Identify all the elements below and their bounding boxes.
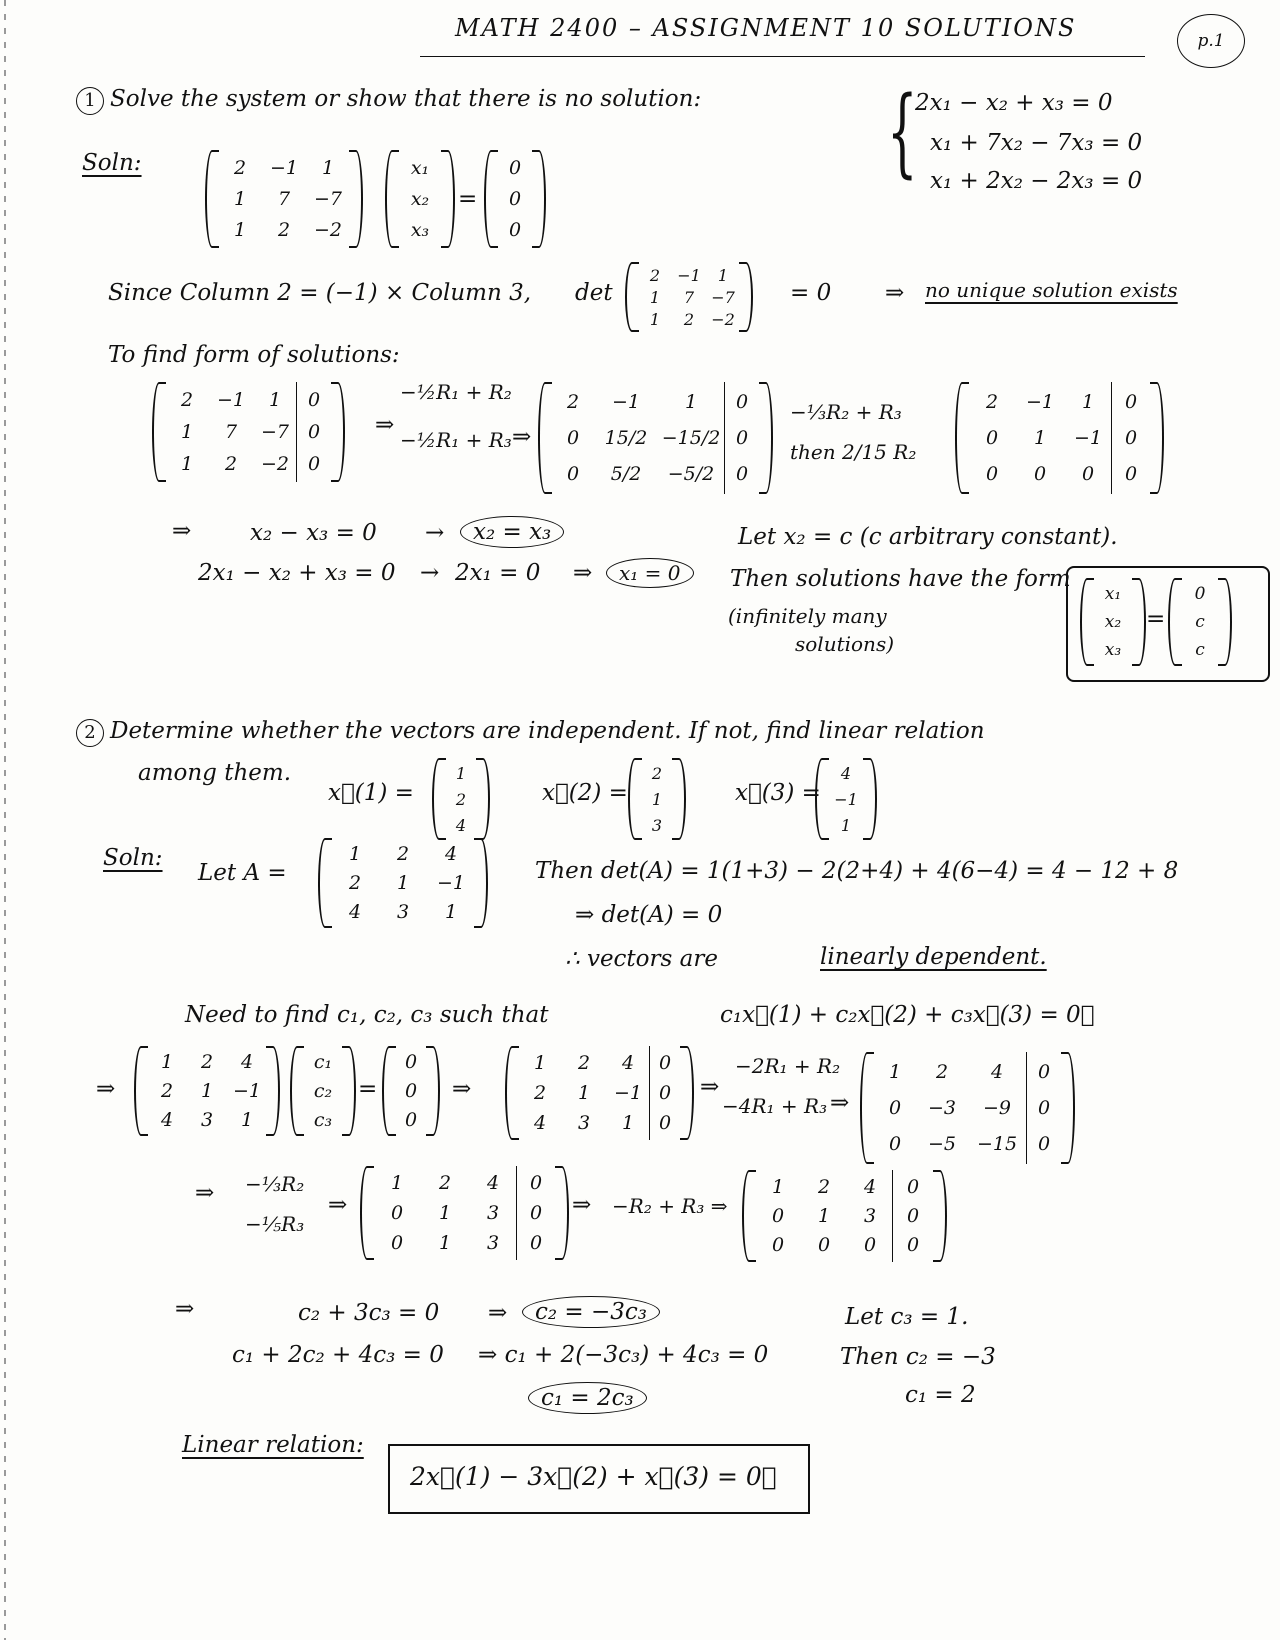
matrix-cell: 2 <box>649 265 661 285</box>
matrix-cell: 0 <box>906 1234 920 1257</box>
row-op: −R₂ + R₃ ⇒ <box>612 1194 728 1218</box>
matrix-cell: 1 <box>321 156 335 179</box>
matrix-cell: 2 <box>533 1082 547 1104</box>
problem-number: 1 <box>76 87 104 115</box>
eq-c2: c₂ + 3c₃ = 0 <box>298 1300 440 1326</box>
det-expression: Then det(A) = 1(1+3) − 2(2+4) + 4(6−4) = 4 − 12 + 8 <box>535 858 1179 884</box>
system-eq-3: x₁ + 2x₂ − 2x₃ = 0 <box>930 168 1143 194</box>
equals-sign: = <box>458 186 478 212</box>
matrix-cell: 7 <box>683 287 695 307</box>
vector-cell: 0 <box>404 1108 418 1131</box>
matrix-cell: −1 <box>613 1082 642 1104</box>
vector-cell: 2 <box>651 763 663 783</box>
matrix-cell: 2 <box>817 1175 831 1198</box>
vector-1-label: x⃗(1) = <box>328 780 414 806</box>
matrix-cell: 0 <box>390 1232 404 1254</box>
equals-sign: = <box>1146 606 1166 632</box>
vector-cell: 0 <box>508 156 522 179</box>
arrow: ⇒ <box>452 1076 472 1102</box>
prompt-text: Determine whether the vectors are independent. If not, find linear relation <box>110 718 985 744</box>
matrix-cell: −1 <box>216 389 245 411</box>
matrix-cell: −1 <box>677 265 701 285</box>
matrix-cell: 2 <box>180 389 194 411</box>
matrix-cell: 2 <box>683 309 695 329</box>
matrix-cell: 0 <box>529 1172 543 1194</box>
form-intro: To find form of solutions: <box>108 342 400 368</box>
infinite-note-2: solutions) <box>795 632 895 656</box>
vector-cell: 3 <box>651 815 663 835</box>
arrow: ⇒ <box>830 1090 850 1116</box>
matrix-cell: 0 <box>566 427 580 449</box>
matrix-cell: −1 <box>269 156 298 179</box>
row-op: −½R₁ + R₃ <box>400 428 512 452</box>
row-op: −4R₁ + R₃ <box>722 1094 828 1118</box>
matrix-cell: 0 <box>985 427 999 449</box>
since-text: Since Column 2 = (−1) × Column 3, <box>108 280 532 306</box>
vector-cell: x₁ <box>410 156 430 179</box>
matrix-cell: 0 <box>307 421 321 443</box>
matrix-cell: 4 <box>348 900 362 923</box>
matrix-cell: 0 <box>1124 391 1138 413</box>
augmented-matrix-2 <box>955 382 1164 494</box>
matrix-cell: 2 <box>396 843 410 866</box>
matrix-cell: 1 <box>817 1204 831 1227</box>
matrix-cell: 3 <box>577 1112 591 1134</box>
matrix-cell: −1 <box>1073 427 1102 449</box>
matrix-cell: 5/2 <box>610 463 642 485</box>
matrix-cell: 1 <box>438 1232 452 1254</box>
matrix-cell: 1 <box>180 453 194 475</box>
vector-cell: 0 <box>404 1079 418 1102</box>
matrix-cell: 2 <box>233 156 247 179</box>
then-c1: c₁ = 2 <box>905 1382 976 1408</box>
matrix-A <box>318 838 488 928</box>
unknown-vector <box>385 150 455 248</box>
matrix-cell: 1 <box>240 1108 254 1131</box>
vector-cell: x₃ <box>1104 640 1122 660</box>
matrix-cell: −3 <box>927 1097 956 1119</box>
row-op: then 2/15 R₂ <box>790 440 917 464</box>
matrix-cell: 0 <box>307 453 321 475</box>
matrix-cell: 2 <box>160 1079 174 1102</box>
matrix-cell: 0 <box>906 1175 920 1198</box>
matrix-cell: −15/2 <box>661 427 721 449</box>
arrow: ⇒ <box>195 1180 215 1206</box>
matrix-cell: 2 <box>438 1172 452 1194</box>
vector-cell: c <box>1195 612 1205 632</box>
matrix-cell: 3 <box>200 1108 214 1131</box>
vector-cell: 0 <box>508 219 522 242</box>
eq-x1: 2x₁ − x₂ + x₃ = 0 <box>198 560 396 586</box>
arrow: ⇒ <box>175 1296 195 1322</box>
vector-2 <box>628 758 686 840</box>
matrix-cell: −7 <box>711 287 735 307</box>
matrix-cell: 0 <box>658 1112 672 1134</box>
vector-1 <box>432 758 490 840</box>
page-number: p.1 <box>1177 14 1245 68</box>
matrix-cell: 0 <box>735 391 749 413</box>
matrix-cell: 1 <box>200 1079 214 1102</box>
vector-cell: x₂ <box>1104 612 1122 632</box>
matrix-cell: 3 <box>486 1202 500 1224</box>
matrix-cell: 1 <box>396 871 410 894</box>
det-zero: ⇒ det(A) = 0 <box>575 902 723 928</box>
matrix-cell: 1 <box>577 1082 591 1104</box>
sub-c1: ⇒ c₁ + 2(−3c₃) + 4c₃ = 0 <box>478 1342 769 1368</box>
matrix-cell: 1 <box>1033 427 1047 449</box>
matrix-cell: 0 <box>566 463 580 485</box>
matrix-cell: 0 <box>529 1232 543 1254</box>
matrix-cell: 0 <box>1037 1133 1051 1155</box>
matrix-cell: 2 <box>577 1052 591 1074</box>
matrix-cell: 0 <box>529 1202 543 1224</box>
matrix-cell: 1 <box>390 1172 404 1194</box>
vector-cell: 2 <box>455 789 467 809</box>
matrix-cell: −2 <box>260 453 289 475</box>
let-c3: Let c₃ = 1. <box>845 1304 969 1330</box>
matrix-cell: −7 <box>260 421 289 443</box>
matrix-cell: −7 <box>313 187 342 210</box>
let-c: Let x₂ = c (c arbitrary constant). <box>738 524 1118 550</box>
arrow: ⇒ <box>573 560 593 586</box>
solution-vector-right <box>1168 578 1232 666</box>
matrix-cell: 2 <box>200 1051 214 1074</box>
row-op: −⅓R₂ <box>245 1172 305 1196</box>
scan-edge <box>4 0 6 1640</box>
matrix-cell: 0 <box>1037 1061 1051 1083</box>
matrix-cell: 2 <box>224 453 238 475</box>
system-eq-2: x₁ + 7x₂ − 7x₃ = 0 <box>930 130 1143 156</box>
det-matrix <box>625 262 753 332</box>
row-op: −2R₁ + R₂ <box>735 1054 841 1078</box>
vector-3-label: x⃗(3) = <box>735 780 821 806</box>
problem-2-prompt <box>76 718 985 747</box>
linear-relation-label: Linear relation: <box>182 1432 364 1458</box>
matrix-cell: −1 <box>436 871 465 894</box>
det-label: det <box>575 280 613 306</box>
matrix-cell: 1 <box>649 309 661 329</box>
matrix-cell: 2 <box>935 1061 949 1083</box>
matrix-cell: 1 <box>717 265 729 285</box>
vector-cell: 1 <box>840 815 852 835</box>
vector-cell: 0 <box>508 187 522 210</box>
matrix-cell: −9 <box>982 1097 1011 1119</box>
vector-cell: c₃ <box>313 1108 333 1131</box>
vector-2-label: x⃗(2) = <box>542 780 628 806</box>
matrix-cell: 0 <box>735 463 749 485</box>
matrix-cell: −1 <box>1025 391 1054 413</box>
eq-c1: c₁ + 2c₂ + 4c₃ = 0 <box>232 1342 444 1368</box>
matrix-cell: 0 <box>658 1052 672 1074</box>
arrow: ⇒ <box>488 1300 508 1326</box>
vector-cell: 1 <box>651 789 663 809</box>
title-underline <box>420 56 1145 57</box>
vector-cell: 0 <box>404 1051 418 1074</box>
prompt-text: Solve the system or show that there is no solution: <box>110 86 702 112</box>
augmented-matrix-B3 <box>742 1170 947 1262</box>
vector-cell: c₁ <box>313 1051 333 1074</box>
need-text: Need to find c₁, c₂, c₃ such that <box>185 1002 549 1028</box>
solution-vector-left <box>1080 578 1146 666</box>
eq-x2-x3: x₂ − x₃ = 0 <box>250 520 377 546</box>
matrix-cell: 1 <box>888 1061 902 1083</box>
matrix-cell: 0 <box>1081 463 1095 485</box>
vector-cell: 4 <box>840 763 852 783</box>
need-equation: c₁x⃗(1) + c₂x⃗(2) + c₃x⃗(3) = 0⃗ <box>720 1002 1095 1028</box>
result-x1: x₁ = 0 <box>606 558 694 588</box>
matrix-cell: 2 <box>566 391 580 413</box>
linearly-dependent: linearly dependent. <box>820 944 1047 970</box>
matrix-cell: 4 <box>990 1061 1004 1083</box>
matrix-cell: 4 <box>863 1175 877 1198</box>
system-matrix <box>134 1046 280 1136</box>
arrow: ⇒ <box>172 518 192 544</box>
matrix-cell: 3 <box>486 1232 500 1254</box>
matrix-cell: 7 <box>277 187 291 210</box>
matrix-cell: 1 <box>348 843 362 866</box>
matrix-cell: 0 <box>1037 1097 1051 1119</box>
matrix-cell: −2 <box>711 309 735 329</box>
vector-cell: x₃ <box>410 219 430 242</box>
implies-arrow: ⇒ <box>885 280 905 306</box>
matrix-cell: −2 <box>313 219 342 242</box>
matrix-cell: −1 <box>232 1079 261 1102</box>
matrix-cell: 0 <box>888 1133 902 1155</box>
eq-2x1: 2x₁ = 0 <box>455 560 541 586</box>
prompt-text-2: among them. <box>138 760 292 786</box>
matrix-cell: 1 <box>649 287 661 307</box>
matrix-cell: 4 <box>533 1112 547 1134</box>
augmented-matrix-B1 <box>860 1052 1075 1164</box>
det-zero: = 0 <box>790 280 832 306</box>
arrow: ⇒ <box>375 412 395 438</box>
matrix-cell: 1 <box>771 1175 785 1198</box>
matrix-cell: 0 <box>1033 463 1047 485</box>
result-c2: c₂ = −3c₃ <box>522 1296 660 1328</box>
vector-3 <box>815 758 877 840</box>
zero-vector <box>382 1046 440 1136</box>
arrow: ⇒ <box>96 1076 116 1102</box>
matrix-cell: 4 <box>160 1108 174 1131</box>
vector-cell: 0 <box>1194 584 1206 604</box>
matrix-cell: 1 <box>160 1051 174 1074</box>
vector-cell: 4 <box>455 815 467 835</box>
row-op: −⅓R₂ + R₃ <box>790 400 902 424</box>
soln-label: Soln: <box>82 150 142 176</box>
matrix-cell: 0 <box>985 463 999 485</box>
problem-number: 2 <box>76 719 104 747</box>
linear-relation: 2x⃗(1) − 3x⃗(2) + x⃗(3) = 0⃗ <box>410 1462 777 1491</box>
then-c2: Then c₂ = −3 <box>840 1344 996 1370</box>
matrix-cell: 1 <box>233 219 247 242</box>
matrix-cell: 0 <box>906 1204 920 1227</box>
matrix-cell: 2 <box>277 219 291 242</box>
matrix-cell: −1 <box>611 391 640 413</box>
matrix-cell: 4 <box>444 843 458 866</box>
system-eq-1: 2x₁ − x₂ + x₃ = 0 <box>915 90 1113 116</box>
matrix-cell: 3 <box>863 1204 877 1227</box>
augmented-matrix-1 <box>538 382 773 494</box>
matrix-cell: −5 <box>927 1133 956 1155</box>
matrix-cell: 1 <box>233 187 247 210</box>
c-vector <box>290 1046 356 1136</box>
matrix-cell: 0 <box>1124 463 1138 485</box>
matrix-cell: 1 <box>438 1202 452 1224</box>
matrix-cell: 1 <box>444 900 458 923</box>
let-A: Let A = <box>198 860 287 886</box>
equals-sign: = <box>358 1076 378 1102</box>
arrow: ⇒ <box>572 1192 592 1218</box>
matrix-cell: 1 <box>684 391 698 413</box>
matrix-cell: 0 <box>817 1234 831 1257</box>
augmented-matrix-B2 <box>360 1166 569 1260</box>
matrix-cell: 0 <box>390 1202 404 1224</box>
matrix-cell: 1 <box>180 421 194 443</box>
matrix-cell: −15 <box>976 1133 1018 1155</box>
row-op: −⅕R₃ <box>245 1212 305 1236</box>
vector-cell: 1 <box>455 763 467 783</box>
arrow-right: → <box>420 560 440 586</box>
augmented-matrix-B0 <box>505 1046 694 1140</box>
matrix-cell: 4 <box>486 1172 500 1194</box>
augmented-matrix-0 <box>152 382 345 482</box>
result-x2: x₂ = x₃ <box>460 516 564 548</box>
matrix-cell: 1 <box>1081 391 1095 413</box>
matrix-cell: 2 <box>348 871 362 894</box>
vector-cell: x₁ <box>1104 584 1122 604</box>
system-brace: { <box>887 76 918 188</box>
coefficient-matrix <box>205 150 363 248</box>
rhs-vector <box>484 150 546 248</box>
matrix-cell: 2 <box>985 391 999 413</box>
arrow-right: → <box>425 520 445 546</box>
matrix-cell: 15/2 <box>604 427 648 449</box>
soln-label: Soln: <box>103 845 163 871</box>
arrow: ⇒ <box>512 424 532 450</box>
infinite-note: (infinitely many <box>728 604 887 628</box>
row-op: −½R₁ + R₂ <box>400 380 512 404</box>
matrix-cell: 4 <box>621 1052 635 1074</box>
therefore-text: ∴ vectors are <box>565 946 718 972</box>
matrix-cell: 1 <box>621 1112 635 1134</box>
vector-cell: c₂ <box>313 1079 333 1102</box>
matrix-cell: 0 <box>771 1204 785 1227</box>
vector-cell: x₂ <box>410 187 430 210</box>
matrix-cell: 3 <box>396 900 410 923</box>
matrix-cell: 0 <box>658 1082 672 1104</box>
matrix-cell: 0 <box>307 389 321 411</box>
matrix-cell: 0 <box>863 1234 877 1257</box>
result-c1: c₁ = 2c₃ <box>528 1382 647 1414</box>
matrix-cell: −5/2 <box>667 463 715 485</box>
matrix-cell: 0 <box>735 427 749 449</box>
no-unique-solution: no unique solution exists <box>925 278 1178 302</box>
matrix-cell: 1 <box>533 1052 547 1074</box>
matrix-cell: 0 <box>1124 427 1138 449</box>
page-title: MATH 2400 – ASSIGNMENT 10 SOLUTIONS <box>455 14 1077 42</box>
matrix-cell: 7 <box>224 421 238 443</box>
arrow: ⇒ <box>328 1192 348 1218</box>
then-form: Then solutions have the form <box>730 566 1071 592</box>
matrix-cell: 1 <box>268 389 282 411</box>
matrix-cell: 0 <box>771 1234 785 1257</box>
vector-cell: −1 <box>834 789 858 809</box>
vector-cell: c <box>1195 640 1205 660</box>
matrix-cell: 0 <box>888 1097 902 1119</box>
matrix-cell: 4 <box>240 1051 254 1074</box>
problem-1-prompt <box>76 86 701 115</box>
arrow: ⇒ <box>700 1074 720 1100</box>
